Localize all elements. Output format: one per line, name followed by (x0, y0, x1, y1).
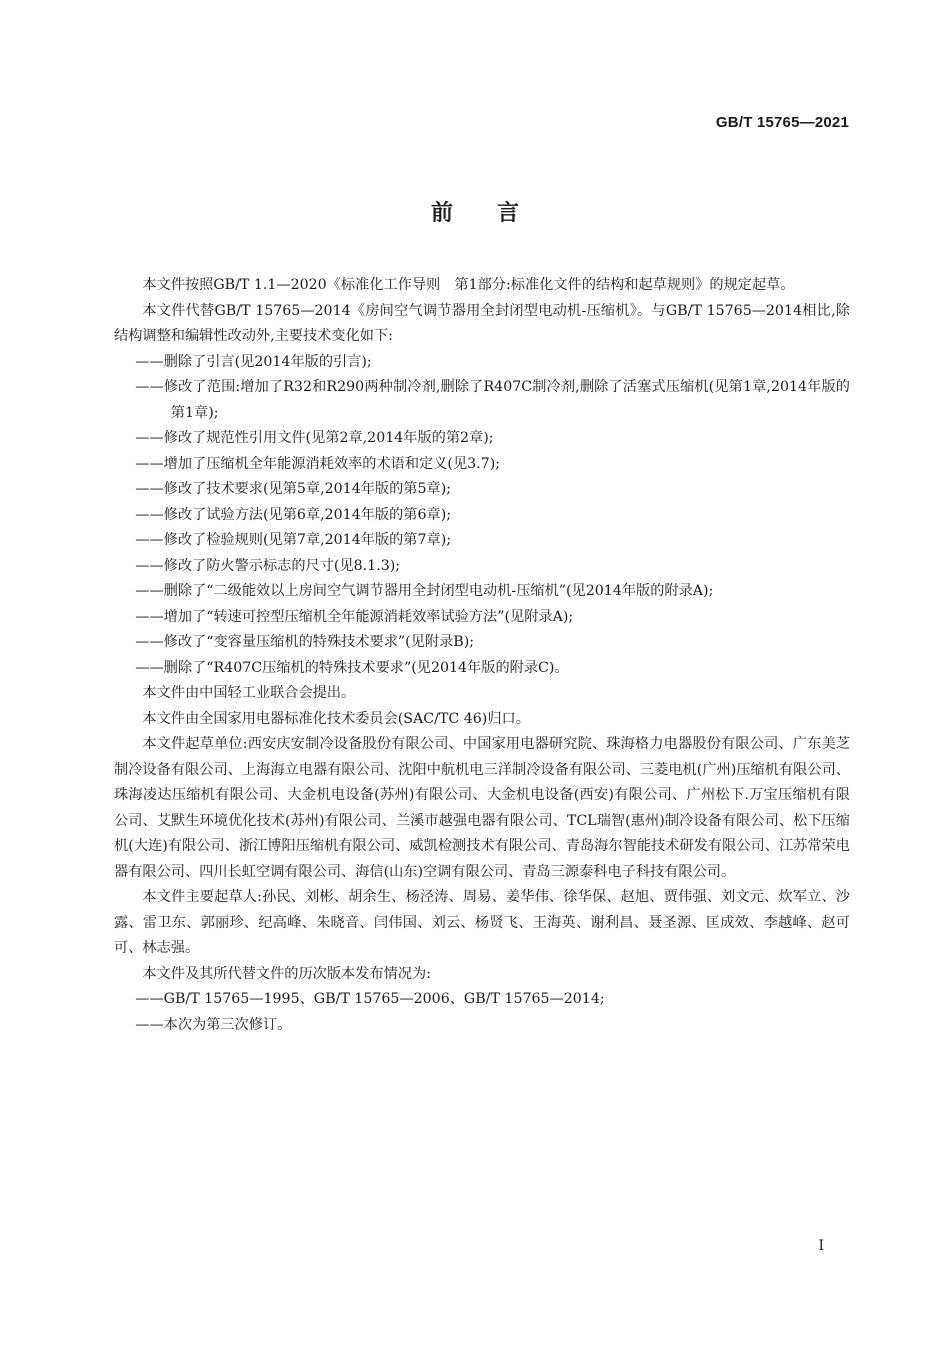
standard-number: GB/T 15765—2021 (715, 114, 849, 131)
change-item: ——修改了技术要求(见第5章,2014年版的第5章); (135, 481, 452, 497)
paragraph-committee: 本文件由全国家用电器标准化技术委员会(SAC/TC 46)归口。 (142, 710, 530, 727)
change-item: ——修改了“变容量压缩机的特殊技术要求”(见附录B); (135, 634, 475, 650)
paragraph-history-intro: 本文件及其所代替文件的历次版本发布情况为: (142, 965, 431, 982)
change-item: ——删除了引言(见2014年版的引言); (135, 353, 372, 370)
history-item: ——本次为第三次修订。 (135, 1016, 292, 1033)
change-item: ——修改了试验方法(见第6章,2014年版的第6章); (135, 506, 452, 523)
change-item: ——删除了“二级能效以上房间空气调节器用全封闭型电动机-压缩机”(见2014年版的附录A); (135, 583, 714, 599)
page-number: I (818, 1238, 824, 1254)
paragraph-drafting-rules: 本文件按照GB/T 1.1—2020《标准化工作导则 第1部分:标准化文件的结构和起草规则》的规定起草。 (142, 277, 795, 293)
paragraph-drafting-units: 本文件起草单位:西安庆安制冷设备股份有限公司、中国家用电器研究院、珠海格力电器股份有限公司、广东美芝制冷设备有限公司、上海海立电器有限公司、沈阳中航机电三洋制冷设备有限公司、三菱电机(广州)压缩机有限公司、珠海凌达压缩机有限公司、大金机电设备(苏州)有限公司、大金机电设备(西安)有限公司、广州松下.万宝压缩机有限公司、艾默生环境优化技术(苏州)有限公司、兰溪市越强电器有限公司、TCL瑞智(惠州)制冷设备有限公司、松下压缩机(大连)有限公司、浙江博阳压缩机有限公司、威凯检测技术有限公司、青岛海尔智能技术研发有限公司、江苏常荣电器有限公司、四川长虹空调有限公司、海信(山东)空调有限公司、青岛三源泰科电子科技有限公司。 (114, 736, 850, 880)
page-title: 前言 (430, 201, 563, 226)
change-item: ——修改了防火警示标志的尺寸(见8.1.3); (135, 557, 401, 574)
change-item: ——增加了“转速可控型压缩机全年能源消耗效率试验方法”(见附录A); (135, 608, 574, 625)
paragraph-replacement: 本文件代替GB/T 15765—2014《房间空气调节器用全封闭型电动机-压缩机》。与GB/T 15765—2014相比,除结构调整和编辑性改动外,主要技术变化如下: (114, 302, 850, 344)
change-item: ——修改了检验规则(见第7章,2014年版的第7章); (135, 532, 452, 548)
document-body (114, 273, 850, 1038)
paragraph-proposer: 本文件由中国轻工业联合会提出。 (142, 685, 356, 701)
change-item: ——删除了“R407C压缩机的特殊技术要求”(见2014年版的附录C)。 (135, 659, 569, 676)
change-item: ——修改了规范性引用文件(见第2章,2014年版的第2章); (135, 430, 494, 446)
change-item: ——增加了压缩机全年能源消耗效率的术语和定义(见3.7); (135, 455, 501, 472)
history-item: ——GB/T 15765—1995、GB/T 15765—2006、GB/T 15765—2014; (135, 991, 605, 1007)
paragraph-drafters: 本文件主要起草人:孙民、刘彬、胡余生、杨泾涛、周易、姜华伟、徐华保、赵旭、贾伟强、刘文元、炊军立、沙露、雷卫东、郭丽珍、纪高峰、朱晓音、闫伟国、刘云、杨贤飞、王海英、谢利昌、聂圣源、匡成效、李越峰、赵可可、林志强。 (114, 889, 850, 956)
change-item: ——修改了范围:增加了R32和R290两种制冷剂,删除了R407C制冷剂,删除了活塞式压缩机(见第1章,2014年版的第1章); (135, 379, 850, 421)
